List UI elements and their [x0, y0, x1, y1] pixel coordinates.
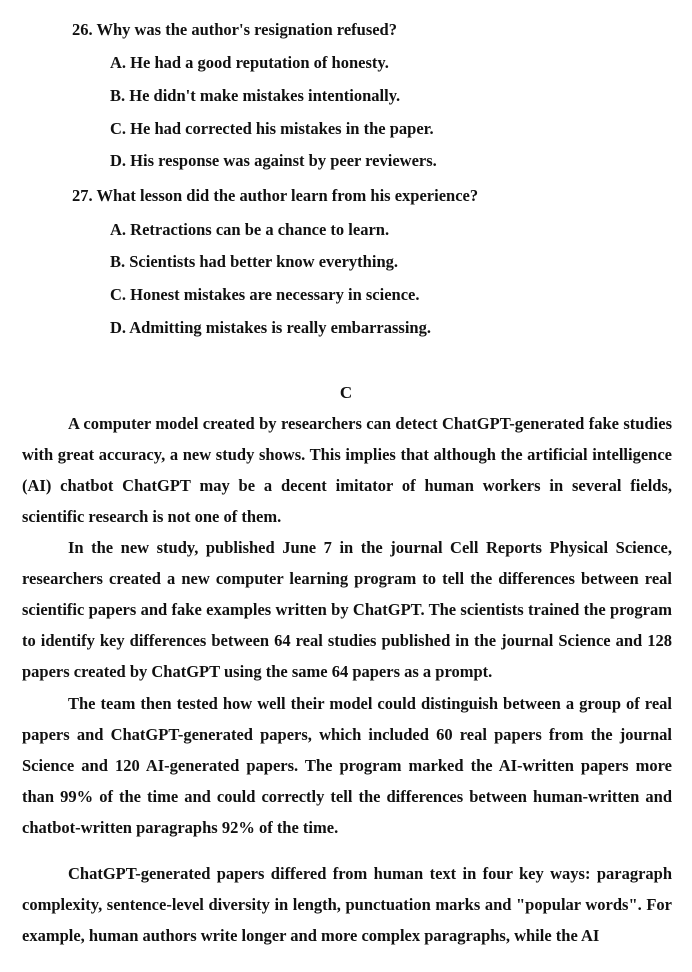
question-27-option-b: B. Scientists had better know everything. — [110, 252, 398, 271]
section-heading: C — [339, 383, 353, 402]
question-27-option-a: A. Retractions can be a chance to learn. — [110, 220, 390, 239]
question-26-option-d: D. His response was against by peer reviewers. — [110, 151, 437, 170]
question-26-option-a: A. He had a good reputation of honesty. — [110, 53, 389, 72]
question-26-option-b: B. He didn't make mistakes intentionally. — [110, 86, 401, 105]
paragraph-1 — [22, 408, 672, 532]
paragraph-4-text: ChatGPT-generated papers differed from human text in four key ways: paragraph complexity, sentence-level diversity in length, punctuation marks and "popular words". For example, human authors write longer and more complex paragraphs, while the AI — [22, 864, 672, 945]
paragraph-2-text: In the new study, published June 7 in the journal Cell Reports Physical Science, researchers created a new computer learning program to tell the differences between real scientific papers and fake examples written by ChatGPT. The scientists trained the program to identify key differences between 64 real studies published in the journal Science and 128 papers created by ChatGPT using the same 64 papers as a prompt. — [22, 538, 672, 681]
paragraph-3-text: The team then tested how well their model could distinguish between a group of real papers and ChatGPT-generated papers, which included 60 real papers from the journal Science and 120 AI-generated papers. The program marked the AI-written papers more than 99% of the time and could correctly tell the differences between human-written and chatbot-written paragraphs 92% of the time. — [22, 694, 672, 837]
question-26-stem: 26. Why was the author's resignation refused? — [72, 20, 397, 39]
question-26-option-c: C. He had corrected his mistakes in the paper. — [110, 119, 434, 138]
paragraph-4 — [22, 858, 672, 951]
question-27-stem: 27. What lesson did the author learn from his experience? — [72, 186, 479, 205]
paragraph-1-text: A computer model created by researchers can detect ChatGPT-generated fake studies with great accuracy, a new study shows. This implies that although the artificial intelligence (AI) chatbot ChatGPT may be a decent imitator of human workers in several fields, scientific research is not one of them. — [22, 414, 672, 526]
question-27-option-d: D. Admitting mistakes is really embarrassing. — [110, 318, 431, 337]
paragraph-2 — [22, 532, 672, 687]
question-27-option-c: C. Honest mistakes are necessary in science. — [110, 285, 420, 304]
paragraph-3 — [22, 688, 672, 843]
